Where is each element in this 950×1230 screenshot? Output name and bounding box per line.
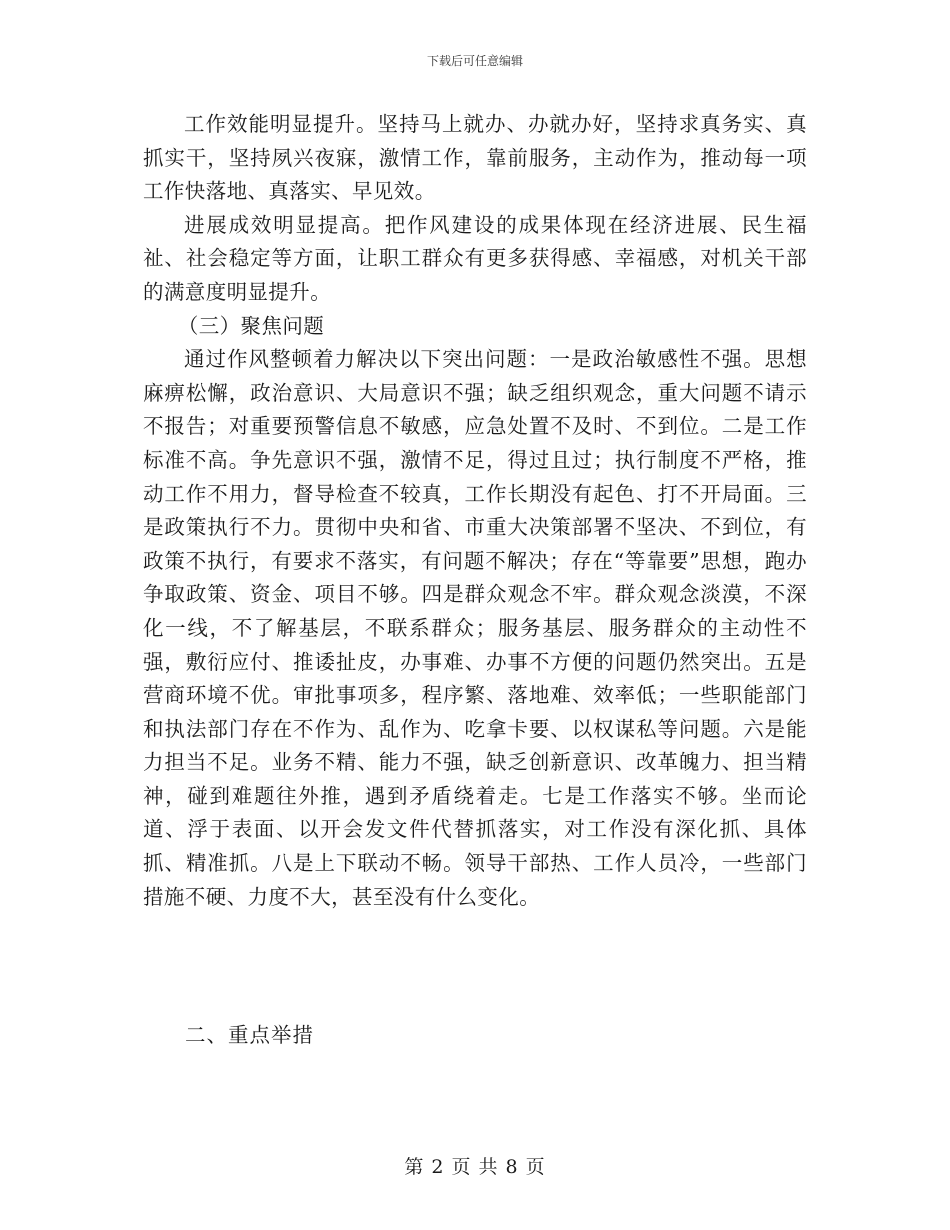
page-footer: 第 2 页 共 8 页 bbox=[404, 1156, 546, 1178]
subheading-focus-problems: （三）聚焦问题 bbox=[177, 313, 325, 338]
page-header: 下载后可任意编辑 bbox=[426, 54, 523, 68]
paragraph-problems: 通过作风整顿着力解决以下突出问题：一是政治敏感性不强。思想麻痹松懈，政治意识、大局意识不强；缺乏组织观念，重大问题不请示不报告；对重要预警信息不敏感，应急处置不及时、不到位。二是工作标准不高。争先意识不强，激情不足，得过且过；执行制度不严格，推动工作不用力，督导检查不较真，工作长期没有起色、打不开局面。三是政策执行不力。贯彻中央和省、市重大决策部署不坚决、不到位，有政策不执行，有要求不落实，有问题不解决；存在“等靠要”思想，跑办争取政策、资金、项目不够。四是群众观念不牢。群众观念淡漠，不深化一线，不了解基层，不联系群众；服务基层、服务群众的主动性不强，敷衍应付、推诿扯皮，办事难、办事不方便的问题仍然突出。五是营商环境不优。审批事项多，程序繁、落地难、效率低；一些职能部门和执法部门存在不作为、乱作为、吃拿卡要、以权谋私等问题。六是能力担当不足。业务不精、能力不强，缺乏创新意识、改革魄力、担当精神，碰到难题往外推，遇到矛盾绕着走。七是工作落实不够。坐而论道、浮于表面、以开会发文件代替抓落实，对工作没有深化抓、具体抓、精准抓。八是上下联动不畅。领导干部热、工作人员冷，一些部门措施不硬、力度不大，甚至没有什么变化。 bbox=[143, 347, 807, 909]
document-body bbox=[143, 108, 807, 914]
paragraph-efficiency: 工作效能明显提升。坚持马上就办、办就办好，坚持求真务实、真抓实干，坚持夙兴夜寐，激情工作，靠前服务，主动作为，推动每一项工作快落地、真落实、早见效。 bbox=[143, 112, 807, 204]
section-heading-key-measures: 二、重点举措 bbox=[185, 1023, 314, 1047]
paragraph-progress: 进展成效明显提高。把作风建设的成果体现在经济进展、民生福祉、社会稳定等方面，让职工群众有更多获得感、幸福感，对机关干部的满意度明显提升。 bbox=[143, 212, 807, 304]
